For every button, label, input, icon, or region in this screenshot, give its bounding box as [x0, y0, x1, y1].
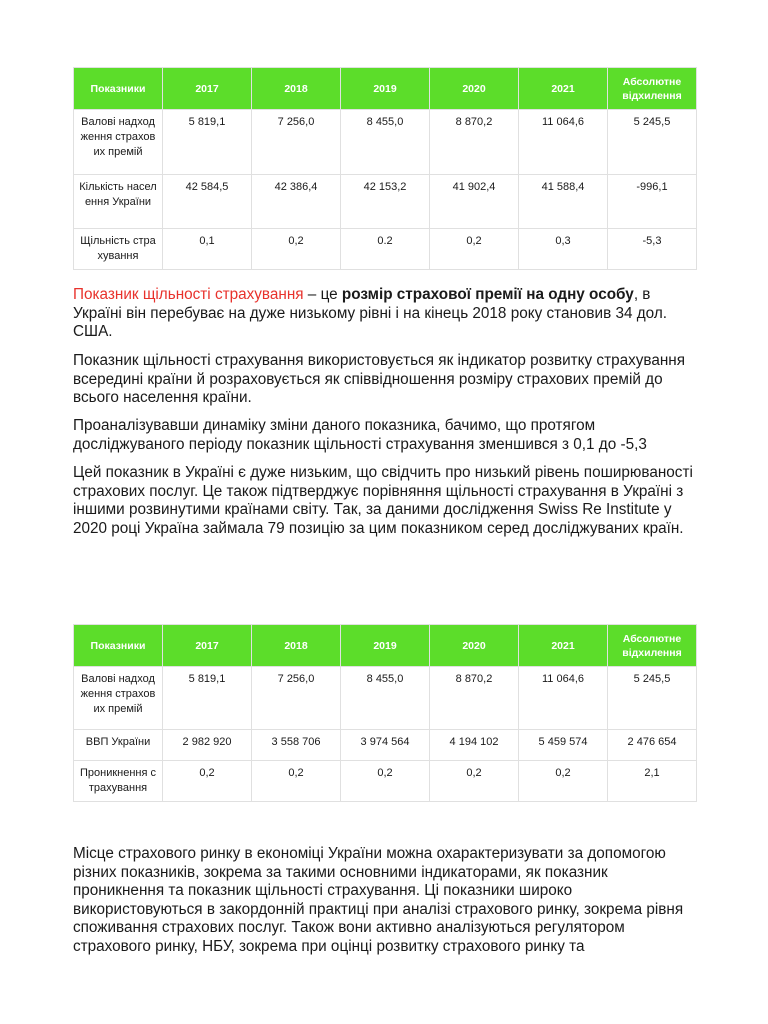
table-cell: 5 819,1: [163, 110, 252, 175]
header-year: 2018: [252, 68, 341, 110]
row-label: Валові надходження страхових премій: [74, 110, 163, 175]
table-cell: 0,1: [163, 229, 252, 270]
table-cell: 5 245,5: [608, 667, 697, 730]
table-cell: 0,2: [163, 761, 252, 802]
table-cell: 5 459 574: [519, 730, 608, 761]
table-cell: 42 386,4: [252, 175, 341, 229]
table-cell: 0,2: [252, 229, 341, 270]
table-header-row: [74, 68, 697, 110]
header-year: 2021: [519, 625, 608, 667]
table-row: [74, 229, 697, 270]
table-cell: 5 245,5: [608, 110, 697, 175]
insurance-penetration-table: [73, 624, 697, 802]
table-cell: 2 982 920: [163, 730, 252, 761]
table-cell: 8 870,2: [430, 667, 519, 730]
row-label: Кількість населення України: [74, 175, 163, 229]
density-dynamics-paragraph: Проаналізувавши динаміку зміни даного показника, бачимо, що протягом досліджуваного періоду показник щільності страхування зменшився з 0,1 до -5,3: [73, 417, 647, 453]
table-row: [74, 761, 697, 802]
table-cell: 7 256,0: [252, 667, 341, 730]
table-cell: 4 194 102: [430, 730, 519, 761]
table-cell: 8 455,0: [341, 667, 430, 730]
header-indicators: Показники: [74, 625, 163, 667]
table-cell: 2 476 654: [608, 730, 697, 761]
table-cell: 11 064,6: [519, 667, 608, 730]
table-cell: 0,2: [430, 229, 519, 270]
table-row: [74, 667, 697, 730]
connector-text: – це: [303, 286, 342, 303]
header-year: 2017: [163, 68, 252, 110]
density-comparison-paragraph: Цей показник в Україні є дуже низьким, що свідчить про низький рівень поширюваності страхових послуг. Це також підтверджує порівняння щільності страхування в Україні з іншими розвинутими країнами світу. Так, за даними дослідження Swiss Re Institute у 2020 році Україна займала 79 позицію за цим показником серед досліджуваних країн.: [73, 464, 693, 537]
table-cell: 0,2: [430, 761, 519, 802]
header-indicators: Показники: [74, 68, 163, 110]
header-year: 2020: [430, 625, 519, 667]
table-cell: 7 256,0: [252, 110, 341, 175]
header-year: 2018: [252, 625, 341, 667]
row-label: Валові надходження страхових премій: [74, 667, 163, 730]
header-year: 2017: [163, 625, 252, 667]
insurance-market-paragraph: Місце страхового ринку в економіці України можна охарактеризувати за допомогою різних показників, зокрема за такими основними індикаторами, як показник проникнення та показник щільності страхування. Ці показники широко використовуються в закордонній практиці при аналізі страхового ринку, зокрема рівня споживання страхових послуг. Також вони активно аналізуються регулятором страхового ринку, НБУ, зокрема при оцінці розвитку страхового ринку та: [73, 845, 684, 955]
density-term: Показник щільності страхування: [73, 286, 304, 303]
table-cell: -5,3: [608, 229, 697, 270]
table-header-row: [74, 625, 697, 667]
header-absolute-deviation: Абсолютне відхилення: [608, 625, 697, 667]
header-year: 2020: [430, 68, 519, 110]
table-cell: 41 588,4: [519, 175, 608, 229]
table-cell: 8 455,0: [341, 110, 430, 175]
density-definition-paragraph: [73, 286, 698, 342]
table-cell: 0,2: [341, 761, 430, 802]
bold-definition: розмір страхової премії на одну особу: [341, 286, 634, 303]
table-cell: 42 584,5: [163, 175, 252, 229]
density-indicator-paragraph: Показник щільності страхування використовується як індикатор розвитку страхування всередині країни й розраховується як співвідношення розміру страхових премій до всього населення країни.: [73, 352, 686, 406]
table-cell: 0.2: [341, 229, 430, 270]
table-cell: 11 064,6: [519, 110, 608, 175]
table-cell: 3 558 706: [252, 730, 341, 761]
table-cell: 0,3: [519, 229, 608, 270]
table-row: [74, 175, 697, 229]
row-label: Проникнення страхування: [74, 761, 163, 802]
table-cell: -996,1: [608, 175, 697, 229]
table-cell: 41 902,4: [430, 175, 519, 229]
paragraph-rest: , в Україні він перебуває на дуже низькому рівні і на кінець 2018 року становив 34 дол. США.: [73, 286, 668, 340]
table-row: [74, 110, 697, 175]
table-cell: 2,1: [608, 761, 697, 802]
table-cell: 3 974 564: [341, 730, 430, 761]
table-cell: 0,2: [519, 761, 608, 802]
header-year: 2021: [519, 68, 608, 110]
header-absolute-deviation: Абсолютне відхилення: [608, 68, 697, 110]
table-cell: 5 819,1: [163, 667, 252, 730]
table-cell: 8 870,2: [430, 110, 519, 175]
table-row: [74, 730, 697, 761]
row-label: ВВП України: [74, 730, 163, 761]
row-label: Щільність страхування: [74, 229, 163, 270]
insurance-density-table: [73, 67, 697, 270]
header-year: 2019: [341, 68, 430, 110]
header-year: 2019: [341, 625, 430, 667]
table-cell: 42 153,2: [341, 175, 430, 229]
table-cell: 0,2: [252, 761, 341, 802]
